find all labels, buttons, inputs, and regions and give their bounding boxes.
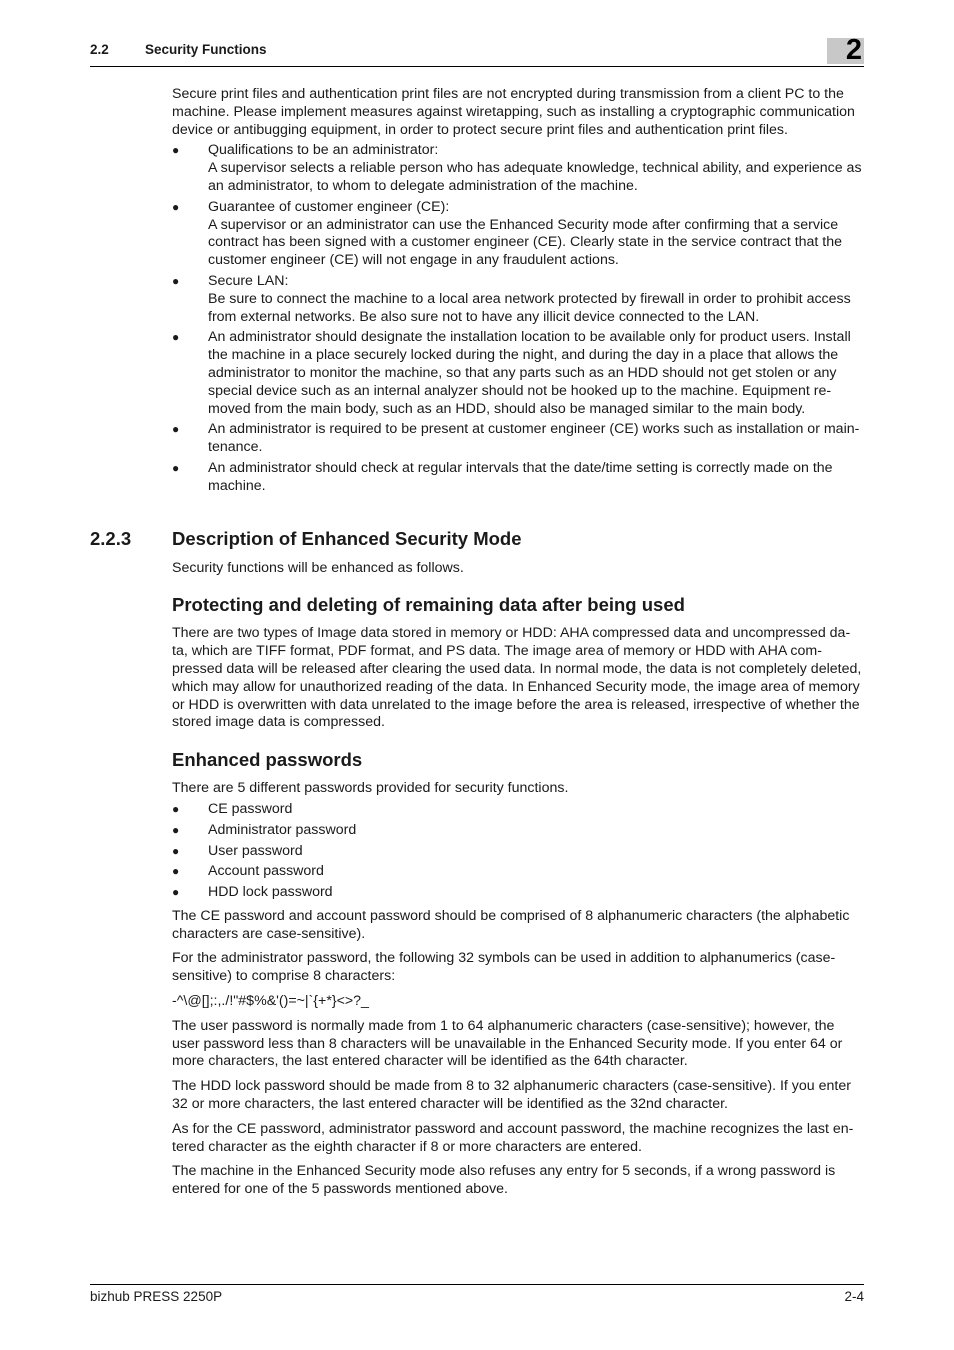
protecting-heading: Protecting and deleting of remaining data after being used	[172, 594, 685, 616]
lockout-paragraph: The machine in the Enhanced Security mode also refuses any entry for 5 seconds, if a wrong password is entered for one of the 5 passwords mentioned above.	[172, 1163, 836, 1198]
list-item	[172, 273, 865, 326]
bullet-icon: ●	[172, 422, 180, 437]
page-number: 2-4	[844, 1289, 864, 1304]
bullet-icon: ●	[172, 843, 180, 858]
passwords-heading: Enhanced passwords	[172, 749, 363, 771]
list-item	[172, 801, 865, 819]
item-text: A supervisor selects a reliable person who has adequate knowledge, technical ability, and experience as an administrator, to whom to delegate administration of the machine.	[208, 160, 862, 194]
requirements-list	[172, 142, 865, 495]
user-password-paragraph: The user password is normally made from 1 to 64 alphanumeric characters (case-sensitive); however, the user password less than 8 characters will be unavailable in the Enhanced Security mode. If you enter 64 or more characters, the last entered character will be identified as the 64th character.	[172, 1017, 843, 1070]
bullet-icon: ●	[172, 330, 180, 345]
list-item	[172, 199, 865, 270]
password-name: Account password	[208, 863, 324, 880]
item-title: Secure LAN:	[208, 272, 289, 289]
password-name: HDD lock password	[208, 884, 333, 901]
password-name: CE password	[208, 800, 293, 817]
item-text: Be sure to connect the machine to a local area network protected by firewall in order to prohibit access from external networks. Be also sure not to have any illicit device connected to the LAN.	[208, 290, 851, 325]
section-number: 2.2.3	[90, 527, 132, 549]
item-text: An administrator should designate the installation location to be available only for product users. Install the machine in a place securely locked during the night, and during the day in a place that allows the administrator to monitor the machine, so that any parts such as an HDD should not get stolen or any special device such as an internal analyzer should not be hooked up to the machine. Equipment re-moved from the main body, such as an HDD, should also be managed similar to the main body.	[208, 329, 851, 417]
bullet-icon: ●	[172, 143, 180, 158]
item-title: Qualifications to be an administrator:	[208, 142, 439, 159]
list-item	[172, 863, 865, 881]
password-name: Administrator password	[208, 821, 357, 838]
password-name: User password	[208, 842, 303, 859]
bullet-icon: ●	[172, 885, 180, 900]
header-section-number: 2.2	[90, 42, 109, 57]
header-section-title: Security Functions	[145, 42, 267, 57]
list-item	[172, 884, 865, 902]
list-item	[172, 843, 865, 861]
item-text: An administrator is required to be present at customer engineer (CE) works such as installation or main-tenance.	[208, 421, 860, 456]
password-list	[172, 801, 865, 902]
list-item	[172, 460, 865, 496]
bullet-icon: ●	[172, 864, 180, 879]
protecting-paragraph: There are two types of Image data stored in memory or HDD: AHA compressed data and uncompressed da-ta, which are TIFF format, PDF format, and PS data. The image area of memory or HDD with AHA com-pressed data will be released after clearing the used data. In normal mode, the data is not completely deleted, which may allow for unauthorized reading of the data. In Enhanced Security mode, the image area of memory or HDD is overwritten with data unrelated to the image before the area is released, irrespective of whether the stored image data is compressed.	[172, 625, 862, 731]
symbol-list: -^\@[];:,./!"#$%&'()=~|`{+*}<>?_	[172, 993, 369, 1010]
item-text: A supervisor or an administrator can use the Enhanced Security mode after confirming that a service contract has been signed with a customer engineer (CE). Clearly state in the service contract that the customer engineer (CE) will not engage in any fraudulent actions.	[208, 216, 843, 269]
chapter-number: 2	[845, 34, 862, 66]
section-lead: Security functions will be enhanced as follows.	[172, 559, 464, 576]
ce-account-password-paragraph: The CE password and account password should be comprised of 8 alphanumeric characters (the alphabetic characters are case-sensitive).	[172, 907, 850, 942]
section-heading	[90, 528, 865, 550]
list-item	[172, 822, 865, 840]
hdd-password-paragraph: The HDD lock password should be made from 8 to 32 alphanumeric characters (case-sensitive). If you enter 32 or more characters, the last entered character will be identified as the 32nd character.	[172, 1078, 851, 1113]
list-item	[172, 421, 865, 457]
intro-paragraph: Secure print files and authentication print files are not encrypted during transmission from a client PC to the machine. Please implement measures against wiretapping, such as installing a cryptographic communication device or antibugging equipment, in order to protect secure print files and authentication print files.	[172, 86, 855, 138]
bullet-icon: ●	[172, 801, 180, 816]
bullet-icon: ●	[172, 273, 180, 288]
bullet-icon: ●	[172, 199, 180, 214]
list-item	[172, 329, 865, 418]
page-footer	[90, 1284, 864, 1304]
item-title: Guarantee of customer engineer (CE):	[208, 198, 450, 215]
page-content	[90, 86, 865, 1206]
list-item	[172, 142, 865, 195]
section-title: Description of Enhanced Security Mode	[172, 527, 522, 549]
bullet-icon: ●	[172, 822, 180, 837]
item-text: An administrator should check at regular intervals that the date/time setting is correctly made on the machine.	[208, 459, 833, 494]
admin-password-paragraph: For the administrator password, the following 32 symbols can be used in addition to alphanumerics (case-sensitive) to comprise 8 characters:	[172, 950, 836, 985]
chapter-tab	[827, 34, 864, 66]
eighth-character-paragraph: As for the CE password, administrator password and account password, the machine recognizes the last en-tered character as the eighth character if 8 or more characters are entered.	[172, 1120, 854, 1155]
page-header	[90, 36, 864, 67]
bullet-icon: ●	[172, 460, 180, 475]
product-name: bizhub PRESS 2250P	[90, 1289, 223, 1304]
passwords-lead: There are 5 different passwords provided for security functions.	[172, 780, 569, 797]
